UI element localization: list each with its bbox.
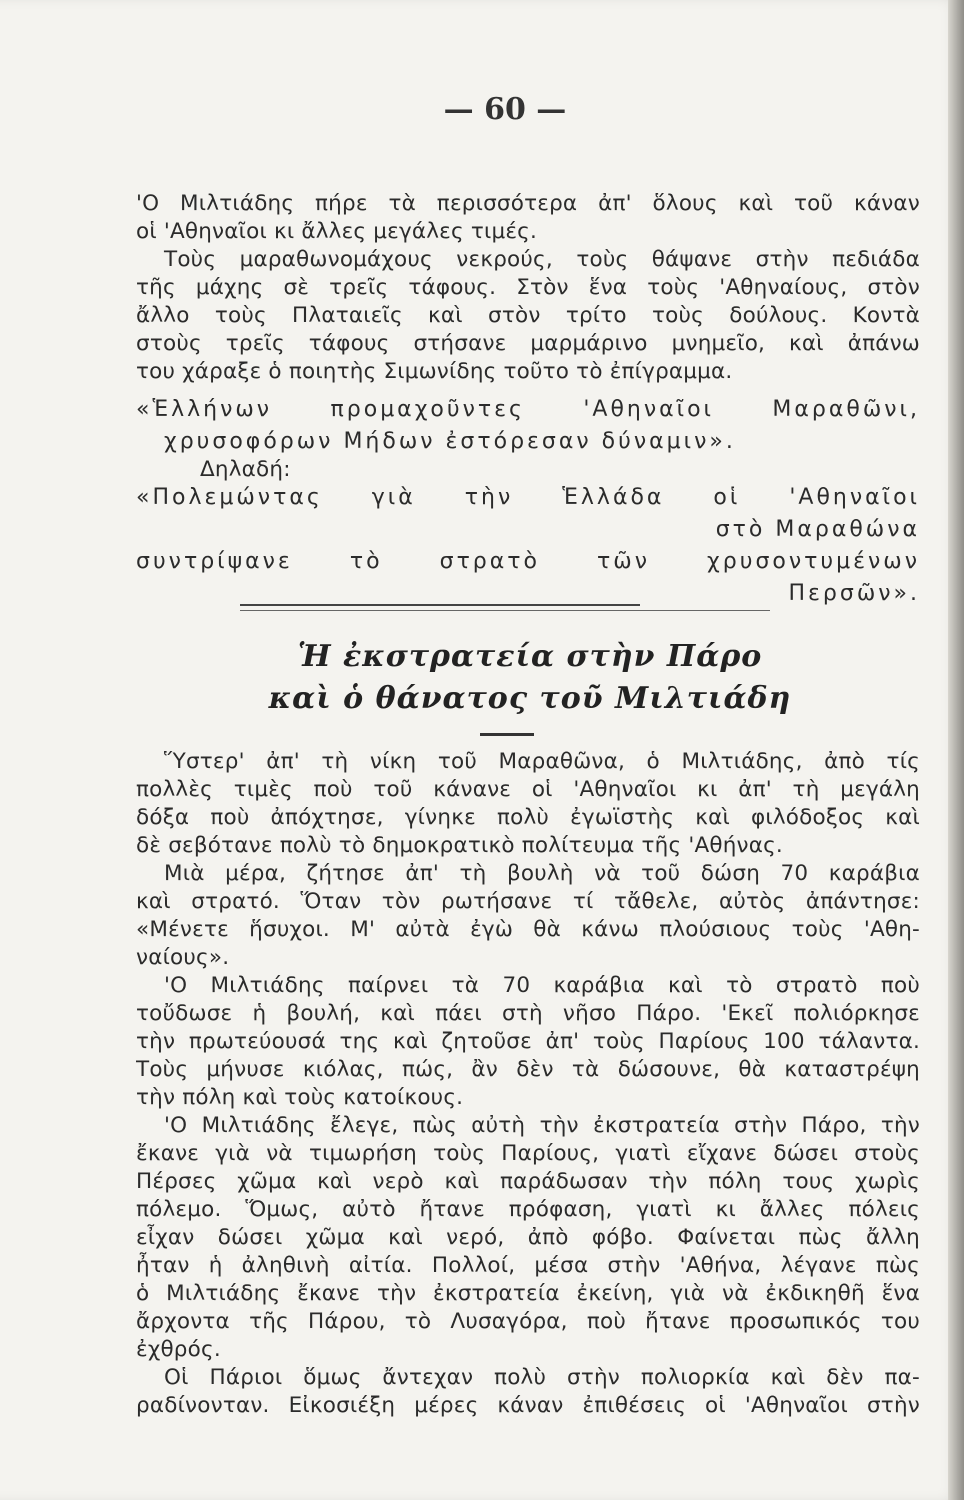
text-line: του χάραξε ὁ ποιητὴς Σιμωνίδης τοῦτο τὸ ἐπίγραμμα. bbox=[136, 359, 733, 384]
translation bbox=[136, 482, 920, 610]
translation-line: Περσῶν». bbox=[788, 581, 920, 606]
text-line: «Μένετε ἥσυχοι. Μ' αὐτὰ ἐγὼ θὰ κάνω πλούσιους τοὺς 'Αθη- bbox=[136, 917, 920, 942]
text-line: Οἱ Πάριοι ὅμως ἄντεχαν πολὺ στὴν πολιορκία καὶ δὲν πα- bbox=[164, 1365, 920, 1390]
text-line: ἄρχοντα τῆς Πάρου, τὸ Λυσαγόρα, ποὺ ἤτανε προσωπικός του bbox=[136, 1309, 920, 1334]
text-line: ἄλλο τοὺς Πλαταιεῖς καὶ στὸν τρίτο τοὺς δούλους. Κοντὰ bbox=[136, 303, 920, 328]
text-line: καὶ στρατό. Ὅταν τὸν ρωτήσανε τί τἄθελε, αὐτὸς ἀπάντησε: bbox=[136, 889, 920, 914]
text-line: τὴν πόλη καὶ τοὺς κατοίκους. bbox=[136, 1085, 464, 1110]
dilade-label: Δηλαδή: bbox=[200, 457, 291, 482]
text-line: οἱ 'Αθηναῖοι κι ἄλλες μεγάλες τιμές. bbox=[136, 219, 538, 244]
text-line: 'Ο Μιλτιάδης πήρε τὰ περισσότερα ἀπ' ὅλους καὶ τοῦ κάναν bbox=[136, 191, 920, 216]
text-line: Μιὰ μέρα, ζήτησε ἀπ' τὴ βουλὴ νὰ τοῦ δώση 70 καράβια bbox=[164, 861, 920, 886]
page-edge-shadow bbox=[948, 0, 964, 1500]
text-line: ὁ Μιλτιάδης ἔκανε τὴν ἐκστρατεία ἐκείνη, γιὰ νὰ ἐκδικηθῆ ἕνα bbox=[136, 1281, 920, 1306]
text-line: ἦταν ἡ ἀληθινὴ αἰτία. Πολλοί, μέσα στὴν 'Αθήνα, λέγανε πὼς bbox=[136, 1253, 920, 1278]
text-line: 'Ο Μιλτιάδης ἔλεγε, πὼς αὐτὴ τὴν ἐκστρατεία στὴν Πάρο, τὴν bbox=[164, 1113, 920, 1138]
epigram bbox=[136, 394, 920, 458]
text-line: πολλὲς τιμὲς ποὺ τοῦ κάνανε οἱ 'Αθηναῖοι κι ἀπ' τὴ μεγάλη bbox=[136, 777, 920, 802]
divider-rule bbox=[240, 604, 640, 606]
divider-rule-thin bbox=[240, 610, 770, 611]
text-line: ἔκανε γιὰ νὰ τιμωρήση τοὺς Παρίους, γιατὶ εἴχανε δώσει στοὺς bbox=[136, 1141, 920, 1166]
text-line: Ὕστερ' ἀπ' τὴ νίκη τοῦ Μαραθῶνα, ὁ Μιλτιάδης, ἀπὸ τίς bbox=[164, 749, 920, 774]
text-line: ἐχθρός. bbox=[136, 1337, 221, 1362]
text-line: Πέρσες χῶμα καὶ νερὸ καὶ παράδωσαν τὴν πόλη τους χωρὶς bbox=[136, 1169, 920, 1194]
section-heading-line-2: καὶ ὁ θάνατος τοῦ Μιλτιάδη bbox=[268, 681, 792, 716]
text-line: τὴν πρωτεύουσά της καὶ ζητοῦσε ἀπ' τοὺς Παρίους 100 τάλαντα. bbox=[136, 1029, 920, 1054]
paragraph-intro bbox=[136, 190, 920, 386]
text-line: τῆς μάχης σὲ τρεῖς τάφους. Στὸν ἕνα τοὺς 'Αθηναίους, στὸν bbox=[136, 275, 920, 300]
epigram-line: «Ἑλλήνων προμαχοῦντες 'Αθηναῖοι Μαραθῶνι, bbox=[136, 397, 920, 422]
translation-line: συντρίψανε τὸ στρατὸ τῶν χρυσοντυμένων bbox=[136, 549, 920, 574]
epigram-line: χρυσοφόρων Μήδων ἐστόρεσαν δύναμιν». bbox=[164, 429, 736, 454]
paragraph-body bbox=[136, 748, 920, 1420]
translation-line: στὸ Μαραθώνα bbox=[715, 517, 920, 542]
text-line: δὲ σεβότανε πολὺ τὸ δημοκρατικὸ πολίτευμα τῆς 'Αθήνας. bbox=[136, 833, 783, 858]
heading-underline bbox=[480, 733, 534, 736]
text-line: 'Ο Μιλτιάδης παίρνει τὰ 70 καράβια καὶ τὸ στρατὸ ποὺ bbox=[164, 973, 920, 998]
text-line: Τοὺς μαραθωνομάχους νεκρούς, τοὺς θάψανε στὴν πεδιάδα bbox=[164, 247, 920, 272]
section-heading-line-1: Ἡ ἐκστρατεία στὴν Πάρο bbox=[297, 639, 763, 674]
translation-line: «Πολεμώντας γιὰ τὴν Ἑλλάδα οἱ 'Αθηναῖοι bbox=[136, 485, 920, 510]
text-line: ναίους». bbox=[136, 945, 230, 970]
text-line: ραδίνονταν. Εἰκοσιέξη μέρες κάναν ἐπιθέσεις οἱ 'Αθηναῖοι στὴν bbox=[136, 1393, 920, 1418]
text-line: Τοὺς μήνυσε κιόλας, πώς, ἂν δὲν τὰ δώσουνε, θὰ καταστρέψη bbox=[136, 1057, 920, 1082]
page-number: — 60 — bbox=[443, 92, 567, 127]
text-line: εἶχαν δώσει χῶμα καὶ νερό, ἀπὸ φόβο. Φαίνεται πὼς ἄλλη bbox=[136, 1225, 920, 1250]
text-line: πόλεμο. Ὅμως, αὐτὸ ἤτανε πρόφαση, γιατὶ κι ἄλλες πόλεις bbox=[136, 1197, 920, 1222]
text-line: δόξα ποὺ ἀπόχτησε, γίνηκε πολὺ ἐγωϊστὴς καὶ φιλόδοξος καὶ bbox=[136, 805, 920, 830]
text-line: τοὔδωσε ἡ βουλή, καὶ πάει στὴ νῆσο Πάρο. 'Εκεῖ πολιόρκησε bbox=[136, 1001, 920, 1026]
text-line: στοὺς τρεῖς τάφους στήσανε μαρμάρινο μνημεῖο, καὶ ἀπάνω bbox=[136, 331, 920, 356]
